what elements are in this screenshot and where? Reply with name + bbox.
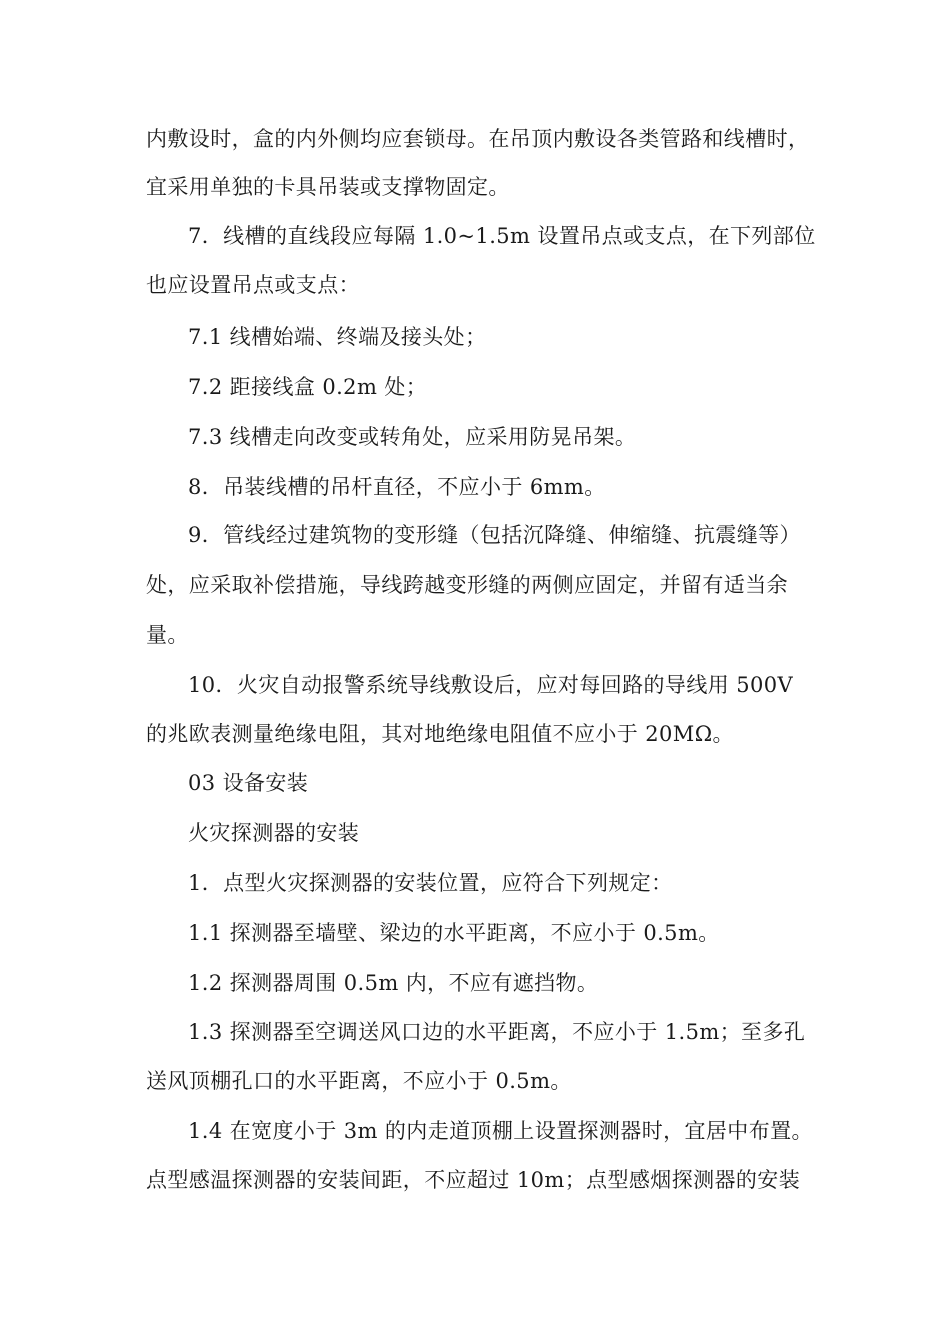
text-line: 7.2 距接线盒 0.2m 处； [188, 375, 428, 399]
text-line: 1.1 探测器至墙壁、梁边的水平距离，不应小于 0.5m。 [188, 921, 720, 945]
subsection-heading: 火灾探测器的安装 [188, 821, 360, 845]
text-line: 也应设置吊点或支点： [146, 273, 360, 297]
text-line: 10．火灾自动报警系统导线敷设后，应对每回路的导线用 500V [188, 673, 794, 697]
text-line: 7.1 线槽始端、终端及接头处； [188, 325, 487, 349]
text-line: 1.2 探测器周围 0.5m 内，不应有遮挡物。 [188, 971, 599, 995]
text-line: 1．点型火灾探测器的安装位置，应符合下列规定： [188, 871, 673, 895]
text-line: 7.3 线槽走向改变或转角处，应采用防晃吊架。 [188, 425, 637, 449]
text-line: 的兆欧表测量绝缘电阻，其对地绝缘电阻值不应小于 20MΩ。 [146, 722, 734, 746]
text-line: 量。 [146, 623, 189, 647]
text-line: 点型感温探测器的安装间距，不应超过 10m；点型感烟探测器的安装 [146, 1168, 801, 1192]
text-line: 内敷设时，盒的内外侧均应套锁母。在吊顶内敷设各类管路和线槽时， [146, 127, 810, 151]
text-line: 7．线槽的直线段应每隔 1.0~1.5m 设置吊点或支点，在下列部位 [188, 224, 816, 248]
text-line: 8．吊装线槽的吊杆直径，不应小于 6mm。 [188, 475, 606, 499]
text-line: 宜采用单独的卡具吊装或支撑物固定。 [146, 175, 510, 199]
text-line: 9．管线经过建筑物的变形缝（包括沉降缝、伸缩缝、抗震缝等） [188, 523, 801, 547]
text-line: 1.3 探测器至空调送风口边的水平距离，不应小于 1.5m；至多孔 [188, 1020, 806, 1044]
text-line: 处，应采取补偿措施，导线跨越变形缝的两侧应固定，并留有适当余 [146, 573, 788, 597]
section-heading: 03 设备安装 [188, 771, 309, 795]
text-line: 1.4 在宽度小于 3m 的内走道顶棚上设置探测器时，宜居中布置。 [188, 1119, 813, 1143]
text-line: 送风顶棚孔口的水平距离，不应小于 0.5m。 [146, 1069, 572, 1093]
